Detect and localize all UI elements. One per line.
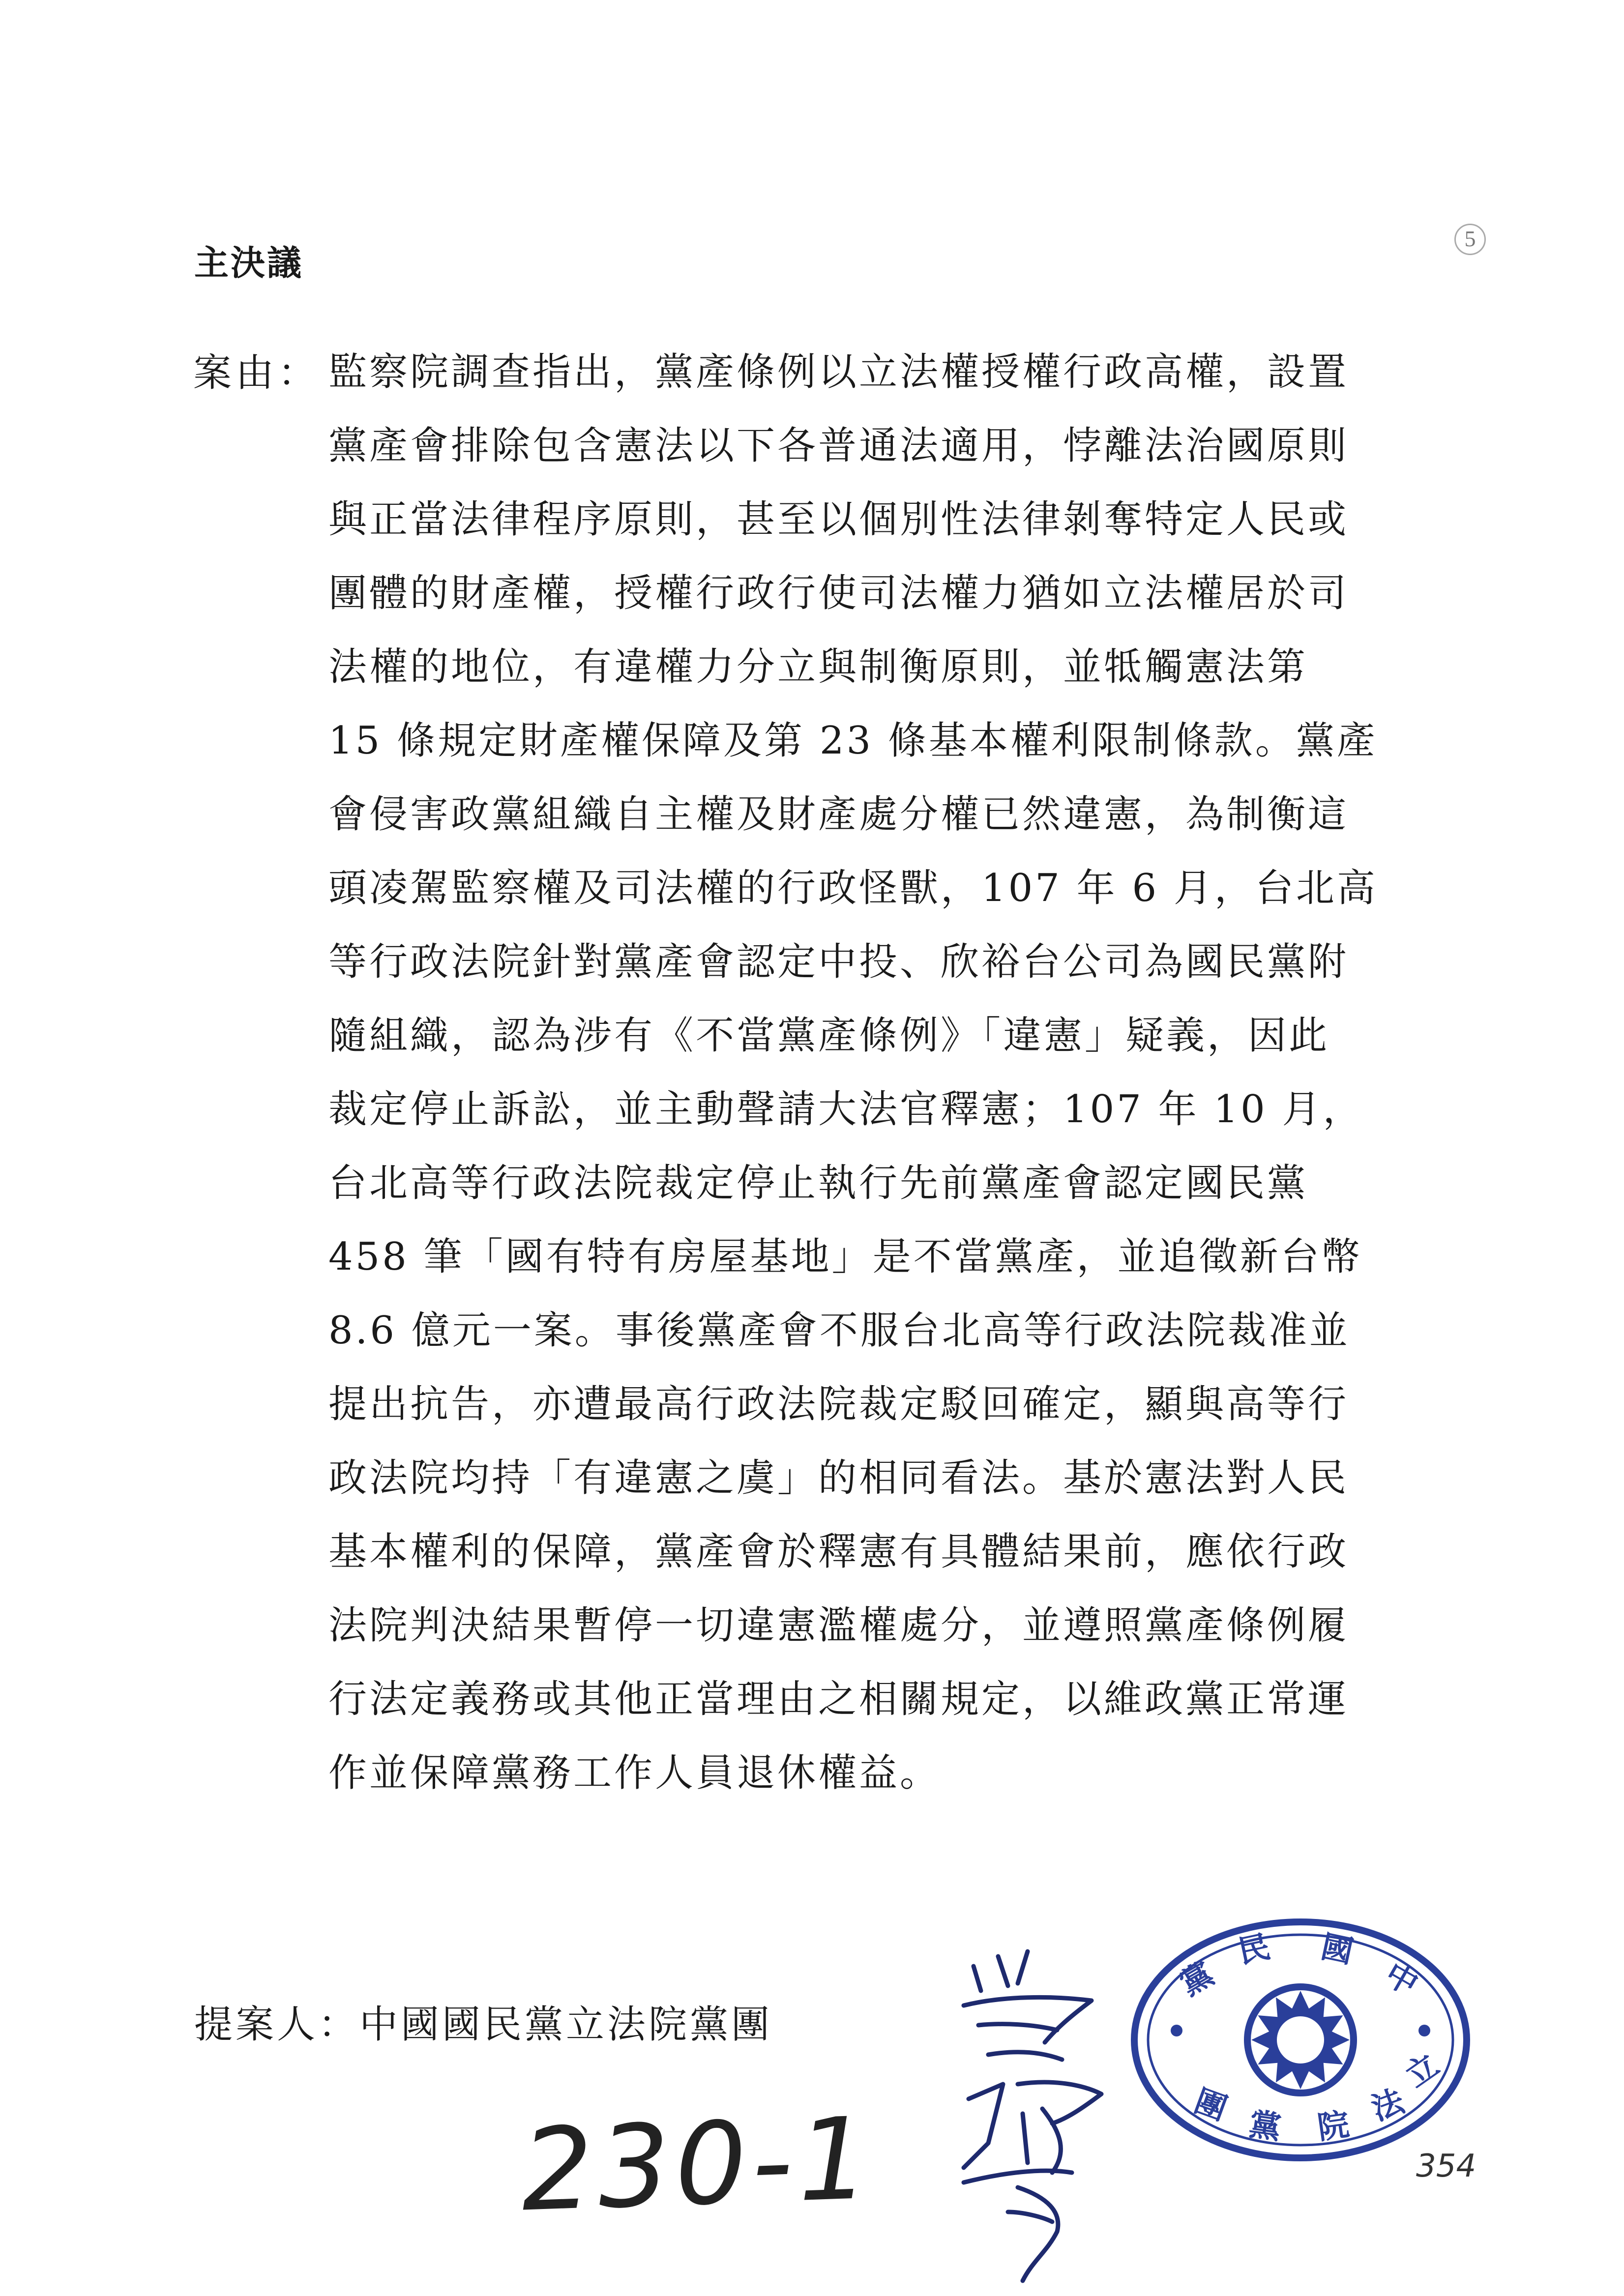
svg-text:中: 中 (1379, 1955, 1424, 2003)
reason-line: 政法院均持「有違憲之虞」的相同看法。基於憲法對人民 (328, 1456, 1349, 1500)
reason-line: 等行政法院針對黨產會認定中投、欣裕台公司為國民黨附 (328, 940, 1349, 984)
reason-line: 裁定停止訴訟，並主動聲請大法官釋憲；107 年 10 月， (328, 1087, 1364, 1132)
reason-line: 作並保障黨務工作人員退休權益。 (328, 1751, 941, 1795)
svg-text:團: 團 (1189, 2083, 1232, 2128)
svg-text:國: 國 (1318, 1928, 1357, 1971)
svg-text:院: 院 (1315, 2106, 1352, 2147)
reason-line: 隨組織，認為涉有《不當黨產條例》「違憲」疑義，因此 (328, 1014, 1330, 1058)
reason-line: 會侵害政黨組織自主權及財產處分權已然違憲，為制衡這 (328, 792, 1349, 837)
svg-text:黨: 黨 (1247, 2106, 1283, 2147)
reason-line: 458 筆「國有特有房屋基地」是不當黨產，並追徵新台幣 (328, 1235, 1362, 1279)
reason-label: 案由： (193, 351, 321, 395)
reason-text (328, 350, 1612, 1829)
reason-line: 15 條規定財產權保障及第 23 條基本權利限制條款。黨產 (328, 719, 1378, 763)
reason-line: 黨產會排除包含憲法以下各普通法適用，悖離法治國原則 (328, 424, 1349, 468)
reason-line: 監察院調查指出，黨產條例以立法權授權行政高權，設置 (328, 350, 1349, 394)
reason-line: 基本權利的保障，黨產會於釋憲有具體結果前，應依行政 (328, 1530, 1349, 1574)
reason-line: 提出抗告，亦遭最高行政法院裁定駁回確定，顯與高等行 (328, 1382, 1349, 1426)
reason-line: 與正當法律程序原則，甚至以個別性法律剝奪特定人民或 (328, 497, 1349, 542)
svg-text:黨: 黨 (1174, 1955, 1220, 2003)
svg-text:民: 民 (1235, 1928, 1273, 1971)
svg-text:立: 立 (1399, 2047, 1446, 2095)
reason-line: 法權的地位，有違權力分立與制衡原則，並牴觸憲法第 (328, 645, 1308, 689)
svg-text:法: 法 (1367, 2083, 1409, 2128)
official-seal (1128, 1915, 1473, 2165)
reason-line: 8.6 億元一案。事後黨產會不服台北高等行政法院裁准並 (328, 1308, 1350, 1353)
handwritten-signature (944, 1937, 1131, 2291)
reason-line: 團體的財產權，授權行政行使司法權力猶如立法權居於司 (328, 571, 1349, 615)
sheet-number: 354 (1416, 2148, 1476, 2184)
reason-line: 台北高等行政法院裁定停止執行先前黨產會認定國民黨 (328, 1161, 1308, 1205)
reason-line: 行法定義務或其他正當理由之相關規定，以維政黨正常運 (328, 1677, 1349, 1721)
reason-line: 頭凌駕監察權及司法權的行政怪獸，107 年 6 月，台北高 (328, 866, 1378, 910)
document-title: 主決議 (194, 243, 303, 283)
page-mark: 5 (1454, 224, 1486, 255)
proposer-line: 提案人：中國國民黨立法院黨團 (194, 2003, 773, 2047)
reason-line: 法院判決結果暫停一切違憲濫權處分，並遵照黨產條例履 (328, 1603, 1349, 1648)
handwritten-case-number: 230-1 (519, 2093, 877, 2237)
